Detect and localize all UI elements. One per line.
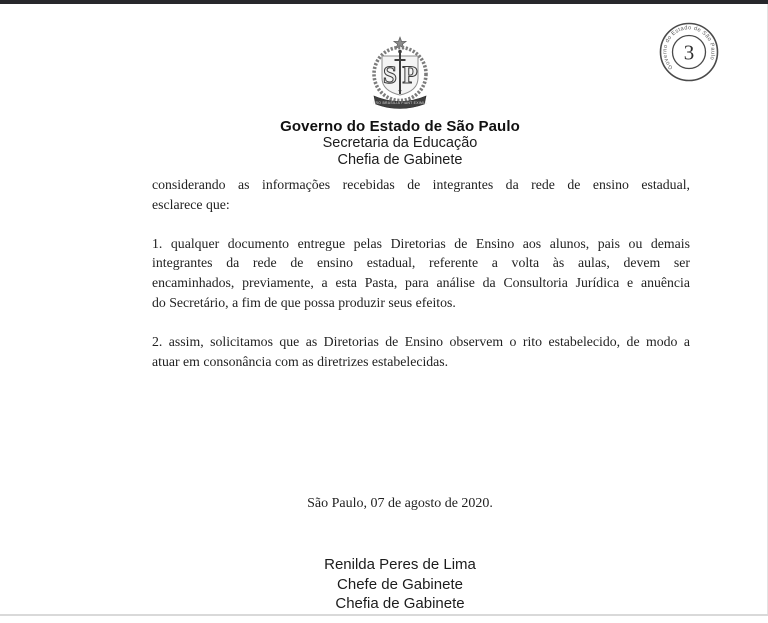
emblem-letter-p: P bbox=[402, 62, 418, 89]
signature-block bbox=[32, 555, 768, 614]
header-subtitle-chefia: Chefia de Gabinete bbox=[337, 151, 463, 168]
document-content bbox=[32, 4, 768, 615]
document-body bbox=[152, 175, 690, 371]
paragraph-line: encaminhados, previamente, a esta Pasta, para análise da Consultoria Jurídica e anuência bbox=[152, 275, 690, 291]
emblem-letter-s: S bbox=[383, 62, 397, 89]
signature-role-chefia: Chefia de Gabinete bbox=[335, 595, 465, 613]
paragraph-line: 1. qualquer documento entregue pelas Diretorias de Ensino aos alunos, pais ou demais bbox=[152, 235, 690, 251]
signature-role-chefe: Chefe de Gabinete bbox=[337, 575, 463, 593]
stamp-page-number: 3 bbox=[683, 40, 695, 65]
document-page bbox=[0, 4, 768, 615]
header-title: Governo do Estado de São Paulo bbox=[280, 118, 520, 135]
signature-name: Renilda Peres de Lima bbox=[324, 556, 476, 574]
paragraph-item-2 bbox=[152, 332, 690, 372]
emblem-motto: PRO BRASILIA FIANT EXIMIA bbox=[373, 101, 427, 106]
date-line: São Paulo, 07 de agosto de 2020. bbox=[307, 496, 493, 512]
stamp-ring-text: Governo do Estado de São Paulo bbox=[662, 25, 716, 71]
paragraph-item-1 bbox=[152, 234, 690, 313]
paragraph-line: integrantes da rede de ensino estadual, referente a volta às aulas, devem ser bbox=[152, 255, 690, 271]
paragraph-considerando bbox=[152, 175, 690, 215]
page-bottom-edge bbox=[0, 614, 768, 616]
paragraph-line: esclarece que: bbox=[152, 196, 230, 212]
header-subtitle-secretaria: Secretaria da Educação bbox=[322, 135, 478, 151]
paragraph-line: considerando as informações recebidas de integrantes da rede de ensino estadual, bbox=[152, 177, 690, 192]
paragraph-line: atuar em consonância com as diretrizes estabelecidas. bbox=[152, 353, 449, 369]
paragraph-line: 2. assim, solicitamos que as Diretorias de Ensino observem o rito estabelecido, de modo a bbox=[152, 333, 690, 349]
paragraph-line: do Secretário, a fim de que possa produzir seus efeitos. bbox=[152, 294, 456, 310]
sao-paulo-coat-of-arms-icon bbox=[361, 36, 439, 110]
